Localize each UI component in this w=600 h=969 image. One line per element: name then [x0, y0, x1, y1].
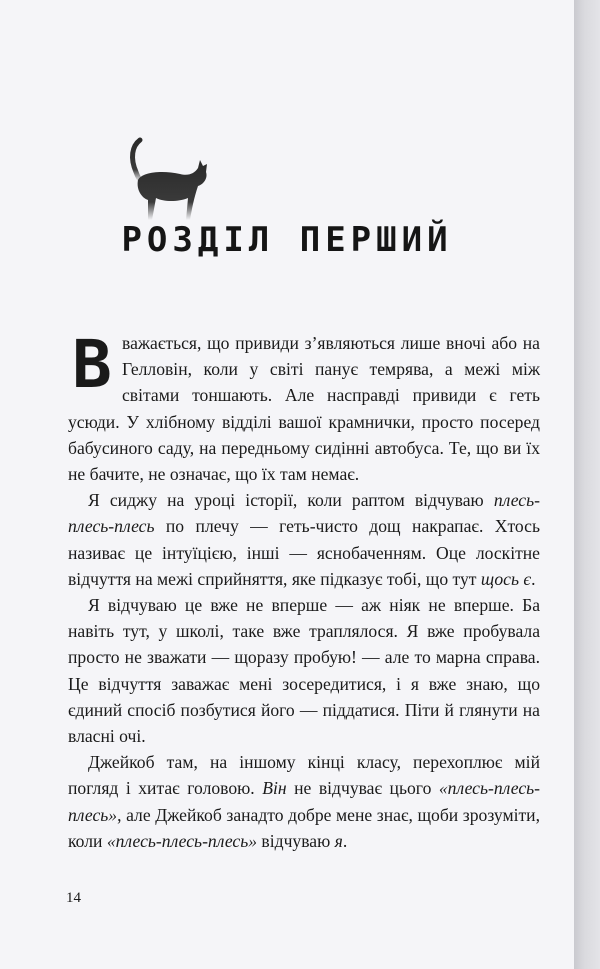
paragraph-4-italic-sound-1: «плесь-плесь-плесь»	[68, 778, 540, 825]
paragraph-4-text-a: Джейкоб там, на іншому кінці класу, перехоплює мій погляд і хитає головою.	[68, 752, 540, 799]
paragraph-2-text-b: по плечу — геть-чисто дощ накрапає. Хтось називає це інтуїцією, інші — яснобаченням. Оце лоскітне відчуття на межі сприйняття, яке підказує тобі, що тут	[68, 516, 540, 589]
page-number: 14	[66, 890, 81, 906]
paragraph-2	[68, 487, 540, 592]
drop-cap: В	[72, 326, 112, 403]
paragraph-4-text-b: не відчуває цього	[286, 778, 439, 799]
paragraph-4-italic-he: Він	[262, 778, 287, 799]
paragraph-1-text: важається, що привиди з’являються лише вночі або на Гелловін, коли у світі панує темрява, а межі між світами тоншають. Але насправді привиди є геть усюди. У хлібному відділі вашої крамнички, просто посеред бабусиного саду, на передньому сидінні автобуса. Те, що ви їх не бачите, не означає, що їх там немає.	[68, 333, 540, 485]
paragraph-4	[68, 749, 540, 854]
page-edge	[574, 0, 600, 969]
paragraph-4-italic-sound-2: «плесь-плесь-плесь»	[106, 830, 258, 851]
paragraph-4-text-c: , але Джейкоб занадто добре мене знає, щоби зрозуміти, коли	[68, 804, 540, 851]
paragraph-4-text-d: відчуваю	[257, 830, 335, 851]
paragraph-3: Я відчуваю це вже не вперше — аж ніяк не вперше. Ба навіть тут, у школі, таке вже траплялося. Я вже пробувала просто не зважати — щоразу пробую! — але то марна справа. Це відчуття заважає мені зосередитися, і я вже знаю, що єдиний спосіб позбутися його — піддатися. Піти й глянути на власні очі.	[68, 595, 540, 747]
cat-icon	[118, 128, 218, 228]
chapter-title: РОЗДІЛ ПЕРШИЙ	[121, 220, 453, 260]
paragraph-4-text-end: .	[342, 830, 348, 851]
paragraph-4-italic-i: я	[334, 830, 343, 851]
paragraph-2-italic-emphasis: щось є	[480, 568, 532, 589]
paragraph-2-text-end: .	[531, 568, 536, 589]
paragraph-2-text-a: Я сиджу на уроці історії, коли раптом відчуваю	[88, 490, 494, 511]
chapter-body	[68, 326, 540, 854]
paragraph-1	[68, 326, 540, 487]
paragraph-2-italic-sound: плесь-плесь-плесь	[68, 490, 540, 537]
